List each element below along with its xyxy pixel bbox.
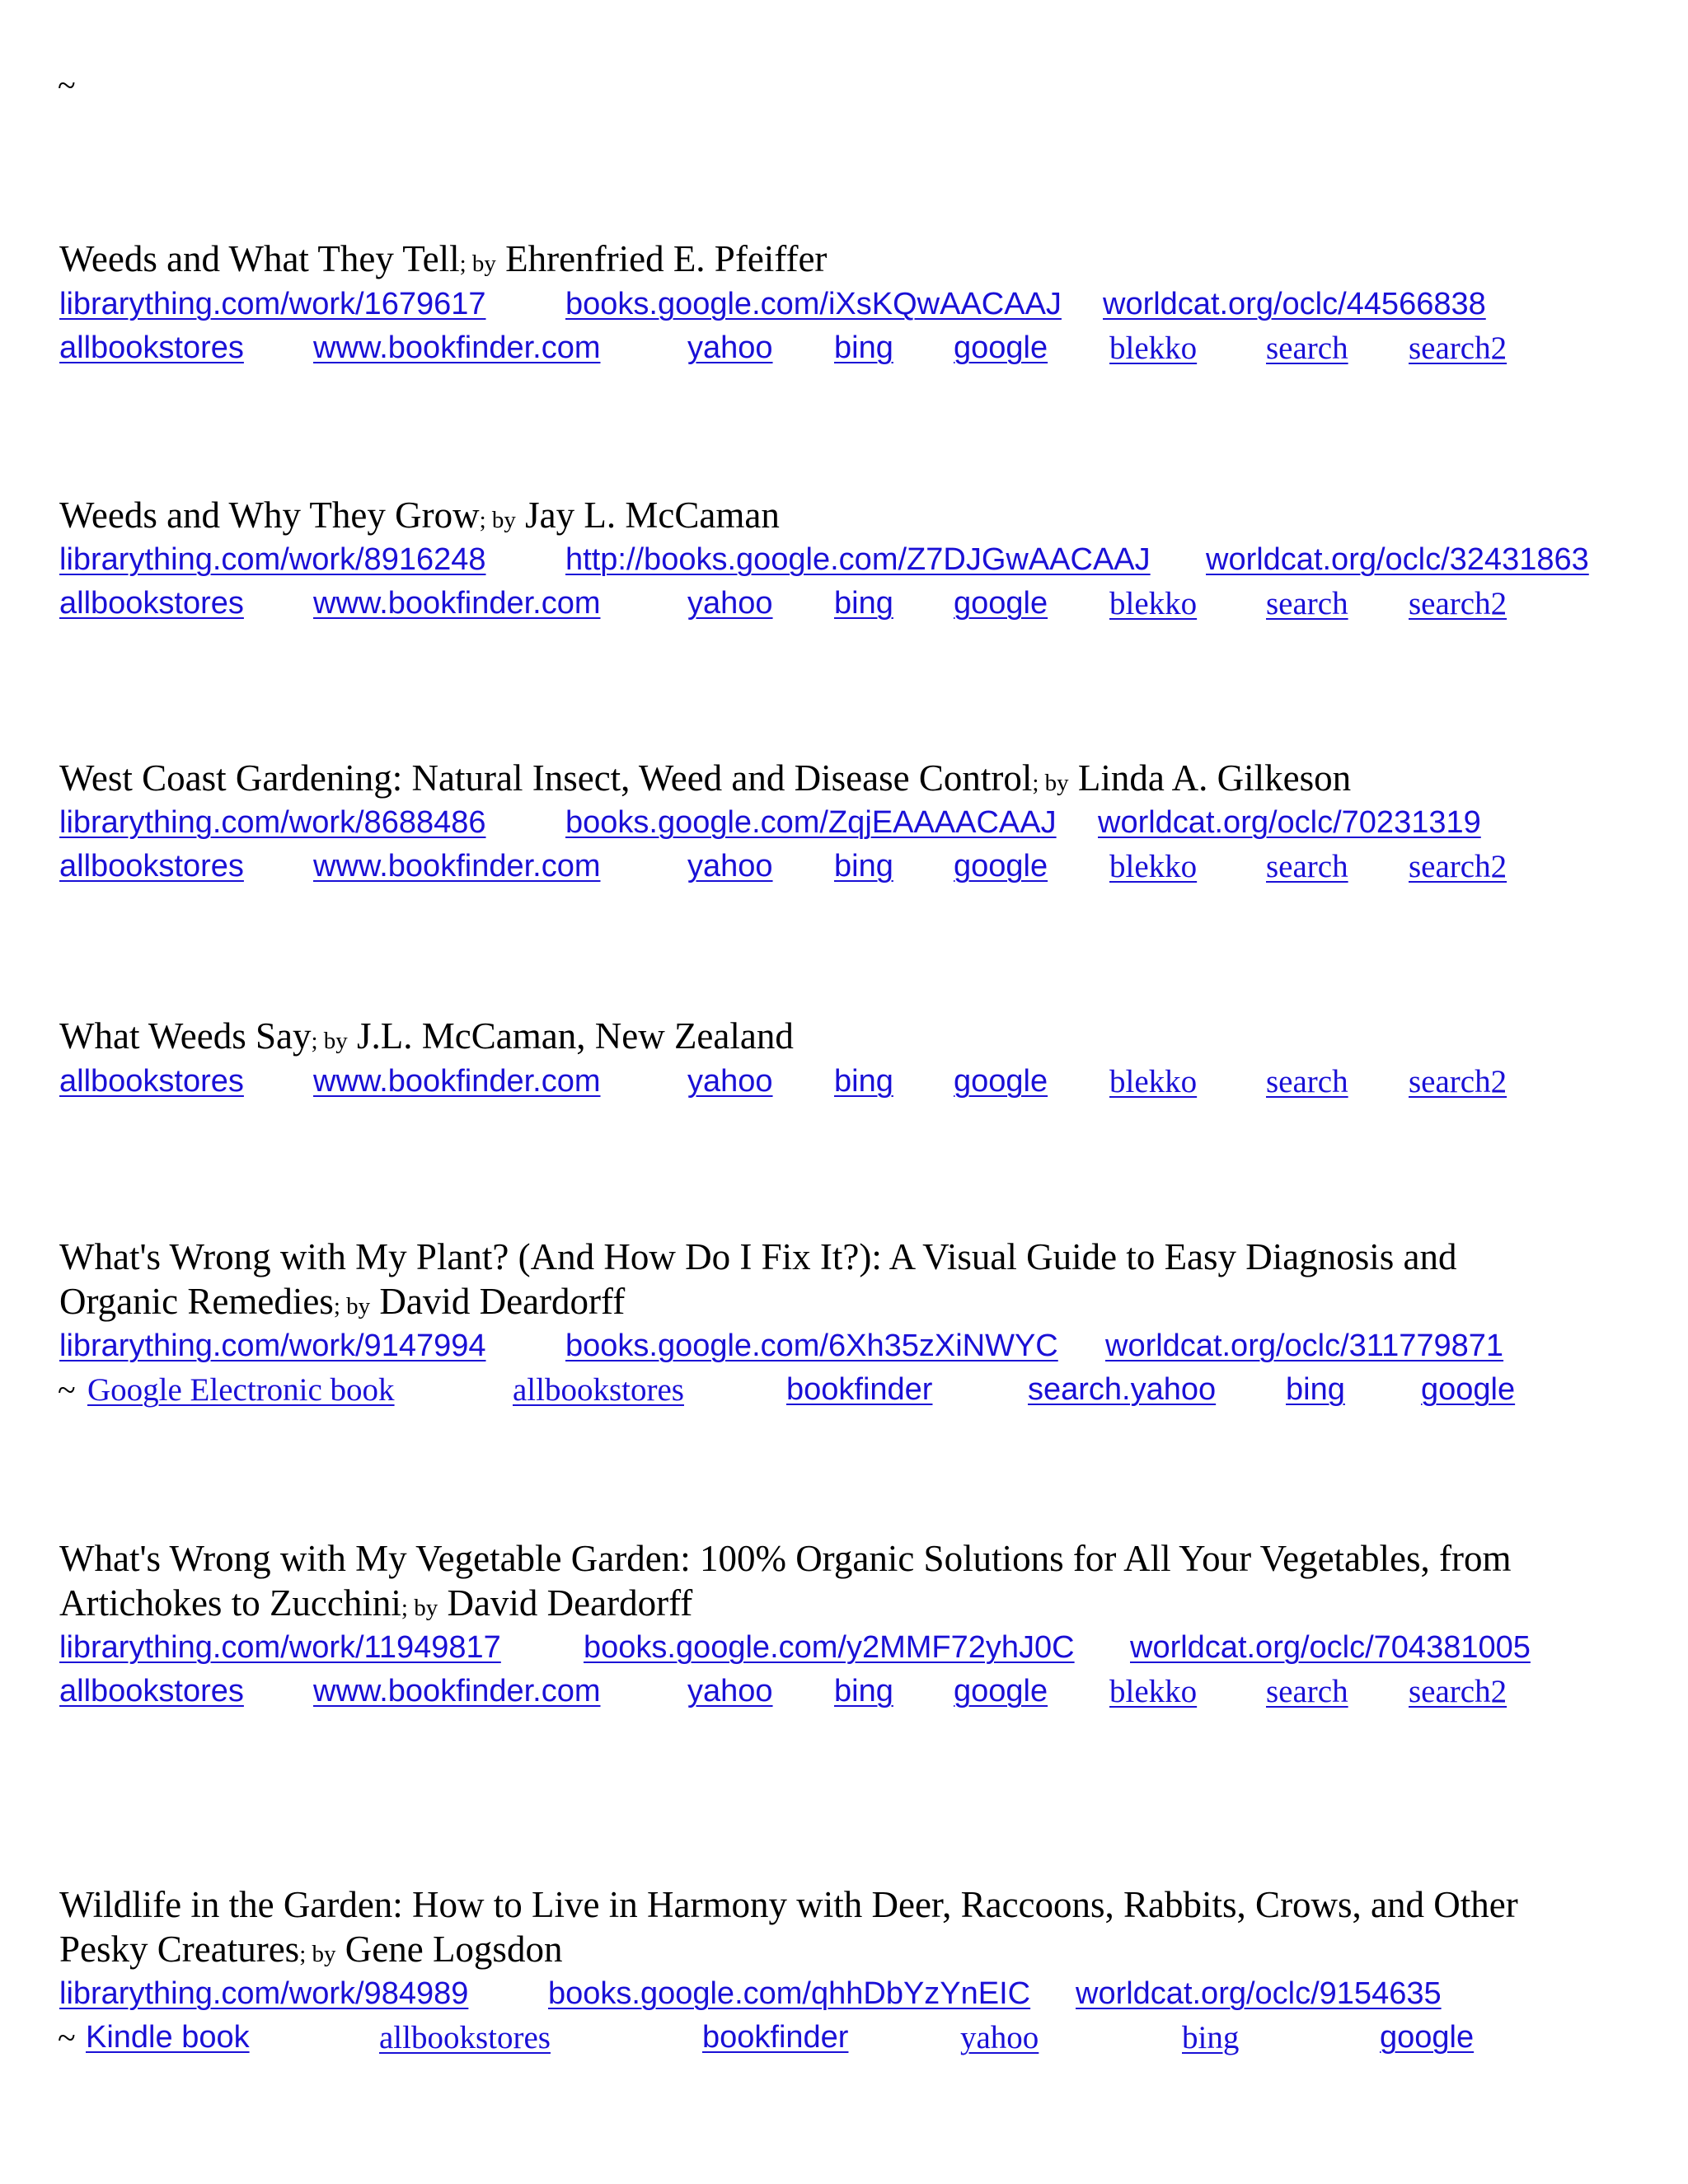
book-title: West Coast Gardening: Natural Insect, Weed and Disease Control	[59, 757, 1033, 799]
book-title: Weeds and Why They Grow	[59, 494, 480, 536]
search-link[interactable]: google	[954, 330, 1048, 365]
book-title-line2: Artichokes to Zucchini	[59, 1582, 401, 1624]
catalog-link[interactable]: worldcat.org/oclc/32431863	[1206, 542, 1589, 577]
by-label: ; by	[333, 1293, 371, 1319]
catalog-link[interactable]: worldcat.org/oclc/44566838	[1103, 287, 1486, 321]
catalog-link[interactable]: books.google.com/6Xh35zXiNWYC	[565, 1329, 1058, 1363]
search-link[interactable]: yahoo	[687, 849, 773, 883]
book-title-group	[59, 1015, 794, 1057]
catalog-link[interactable]: http://books.google.com/Z7DJGwAACAAJ	[565, 542, 1151, 577]
search-link[interactable]: yahoo	[960, 2020, 1039, 2055]
search-link[interactable]: google	[1380, 2020, 1475, 2055]
search-link[interactable]: blekko	[1109, 1064, 1198, 1099]
search-link[interactable]: bookfinder	[702, 2020, 849, 2055]
search-link[interactable]: google	[954, 1674, 1048, 1708]
search-link[interactable]: bookfinder	[786, 1372, 933, 1407]
catalog-link[interactable]: worldcat.org/oclc/9154635	[1076, 1976, 1442, 2011]
by-label: ; by	[459, 251, 496, 277]
book-title-line2: Pesky Creatures	[59, 1929, 300, 1970]
book-title-line2-group	[59, 1582, 693, 1624]
catalog-link[interactable]: books.google.com/ZqjEAAAACAAJ	[565, 805, 1057, 840]
search-link[interactable]: bing	[1182, 2020, 1240, 2055]
search-link[interactable]: bing	[1286, 1372, 1345, 1407]
by-label: ; by	[311, 1028, 348, 1054]
book-title-line1: Wildlife in the Garden: How to Live in Harmony with Deer, Raccoons, Rabbits, Crows, and Other	[59, 1884, 1518, 1925]
book-author: Linda A. Gilkeson	[1077, 757, 1352, 799]
book-title: Weeds and What They Tell	[59, 238, 460, 279]
search-link[interactable]: allbookstores	[59, 586, 244, 621]
search-link[interactable]: www.bookfinder.com	[313, 1674, 601, 1708]
search-link[interactable]: search.yahoo	[1028, 1372, 1217, 1407]
catalog-link[interactable]: librarything.com/work/9147994	[59, 1329, 486, 1363]
search-link[interactable]: blekko	[1109, 1674, 1198, 1709]
search-link[interactable]: google	[954, 586, 1048, 621]
book-title-line2-group	[59, 1283, 625, 1320]
search-link[interactable]: bing	[834, 849, 893, 883]
search-link[interactable]: bing	[834, 1064, 893, 1099]
book-author: Gene Logsdon	[345, 1929, 563, 1970]
search-link[interactable]: yahoo	[687, 330, 773, 365]
search-link[interactable]: allbookstores	[513, 1372, 684, 1408]
catalog-link[interactable]: books.google.com/iXsKQwAACAAJ	[565, 287, 1062, 321]
book-author: David Deardorff	[447, 1582, 693, 1624]
search-link[interactable]: Kindle book	[86, 2020, 250, 2055]
book-title-group	[59, 757, 1352, 799]
book-title-line2: Organic Remedies	[59, 1281, 334, 1322]
search-link[interactable]: search	[1266, 330, 1348, 366]
catalog-link[interactable]: books.google.com/qhhDbYzYnEIC	[548, 1976, 1031, 2011]
book-title-line1: What's Wrong with My Vegetable Garden: 100% Organic Solutions for All Your Vegetables, from	[59, 1538, 1512, 1579]
book-title-line2-group	[59, 1931, 562, 1968]
search-link[interactable]: search2	[1409, 586, 1507, 621]
book-author: Ehrenfried E. Pfeiffer	[505, 238, 828, 279]
search-link[interactable]: search	[1266, 1674, 1348, 1709]
search-link[interactable]: search2	[1409, 849, 1507, 884]
catalog-link[interactable]: worldcat.org/oclc/70231319	[1098, 805, 1481, 840]
catalog-link[interactable]: librarything.com/work/1679617	[59, 287, 486, 321]
search-link[interactable]: search2	[1409, 1674, 1507, 1709]
catalog-link[interactable]: librarything.com/work/8916248	[59, 542, 486, 577]
search-link[interactable]: google	[954, 849, 1048, 883]
search-link[interactable]: www.bookfinder.com	[313, 849, 601, 883]
row-tilde: ~	[58, 2019, 76, 2056]
search-link[interactable]: google	[1421, 1372, 1516, 1407]
by-label: ; by	[479, 507, 516, 533]
search-link[interactable]: search2	[1409, 330, 1507, 366]
search-link[interactable]: yahoo	[687, 1674, 773, 1708]
search-link[interactable]: allbookstores	[59, 330, 244, 365]
catalog-link[interactable]: librarything.com/work/8688486	[59, 805, 486, 840]
search-link[interactable]: allbookstores	[59, 849, 244, 883]
book-title-line1: What's Wrong with My Plant? (And How Do I Fix It?): A Visual Guide to Easy Diagnosis and	[59, 1236, 1457, 1277]
catalog-link[interactable]: librarything.com/work/984989	[59, 1976, 469, 2011]
search-link[interactable]: search	[1266, 586, 1348, 621]
search-link[interactable]: allbookstores	[59, 1674, 244, 1708]
search-link[interactable]: yahoo	[687, 586, 773, 621]
search-link[interactable]: blekko	[1109, 586, 1198, 621]
by-label: ; by	[1032, 770, 1069, 796]
book-title-group	[59, 494, 780, 536]
search-link[interactable]: www.bookfinder.com	[313, 330, 601, 365]
catalog-link[interactable]: worldcat.org/oclc/704381005	[1130, 1630, 1531, 1665]
search-link[interactable]: bing	[834, 1674, 893, 1708]
book-title: What Weeds Say	[59, 1015, 312, 1057]
search-link[interactable]: allbookstores	[59, 1064, 244, 1099]
search-link[interactable]: www.bookfinder.com	[313, 1064, 601, 1099]
by-label: ; by	[401, 1595, 438, 1621]
catalog-link[interactable]: librarything.com/work/11949817	[59, 1630, 501, 1665]
row-tilde: ~	[58, 1371, 76, 1408]
search-link[interactable]: bing	[834, 586, 893, 621]
search-link[interactable]: www.bookfinder.com	[313, 586, 601, 621]
search-link[interactable]: blekko	[1109, 330, 1198, 366]
catalog-link[interactable]: worldcat.org/oclc/311779871	[1105, 1329, 1504, 1363]
book-author: Jay L. McCaman	[525, 494, 780, 536]
book-author: David Deardorff	[379, 1281, 626, 1322]
book-title-group	[59, 238, 828, 279]
search-link[interactable]: search	[1266, 1064, 1348, 1099]
search-link[interactable]: google	[954, 1064, 1048, 1099]
search-link[interactable]: yahoo	[687, 1064, 773, 1099]
search-link[interactable]: search	[1266, 849, 1348, 884]
catalog-link[interactable]: books.google.com/y2MMF72yhJ0C	[584, 1630, 1075, 1665]
search-link[interactable]: Google Electronic book	[87, 1372, 395, 1408]
search-link[interactable]: blekko	[1109, 849, 1198, 884]
by-label: ; by	[299, 1941, 336, 1967]
search-link[interactable]: search2	[1409, 1064, 1507, 1099]
search-link[interactable]: allbookstores	[379, 2020, 551, 2055]
book-author: J.L. McCaman, New Zealand	[357, 1015, 794, 1057]
search-link[interactable]: bing	[834, 330, 893, 365]
top-tilde: ~	[58, 67, 76, 104]
